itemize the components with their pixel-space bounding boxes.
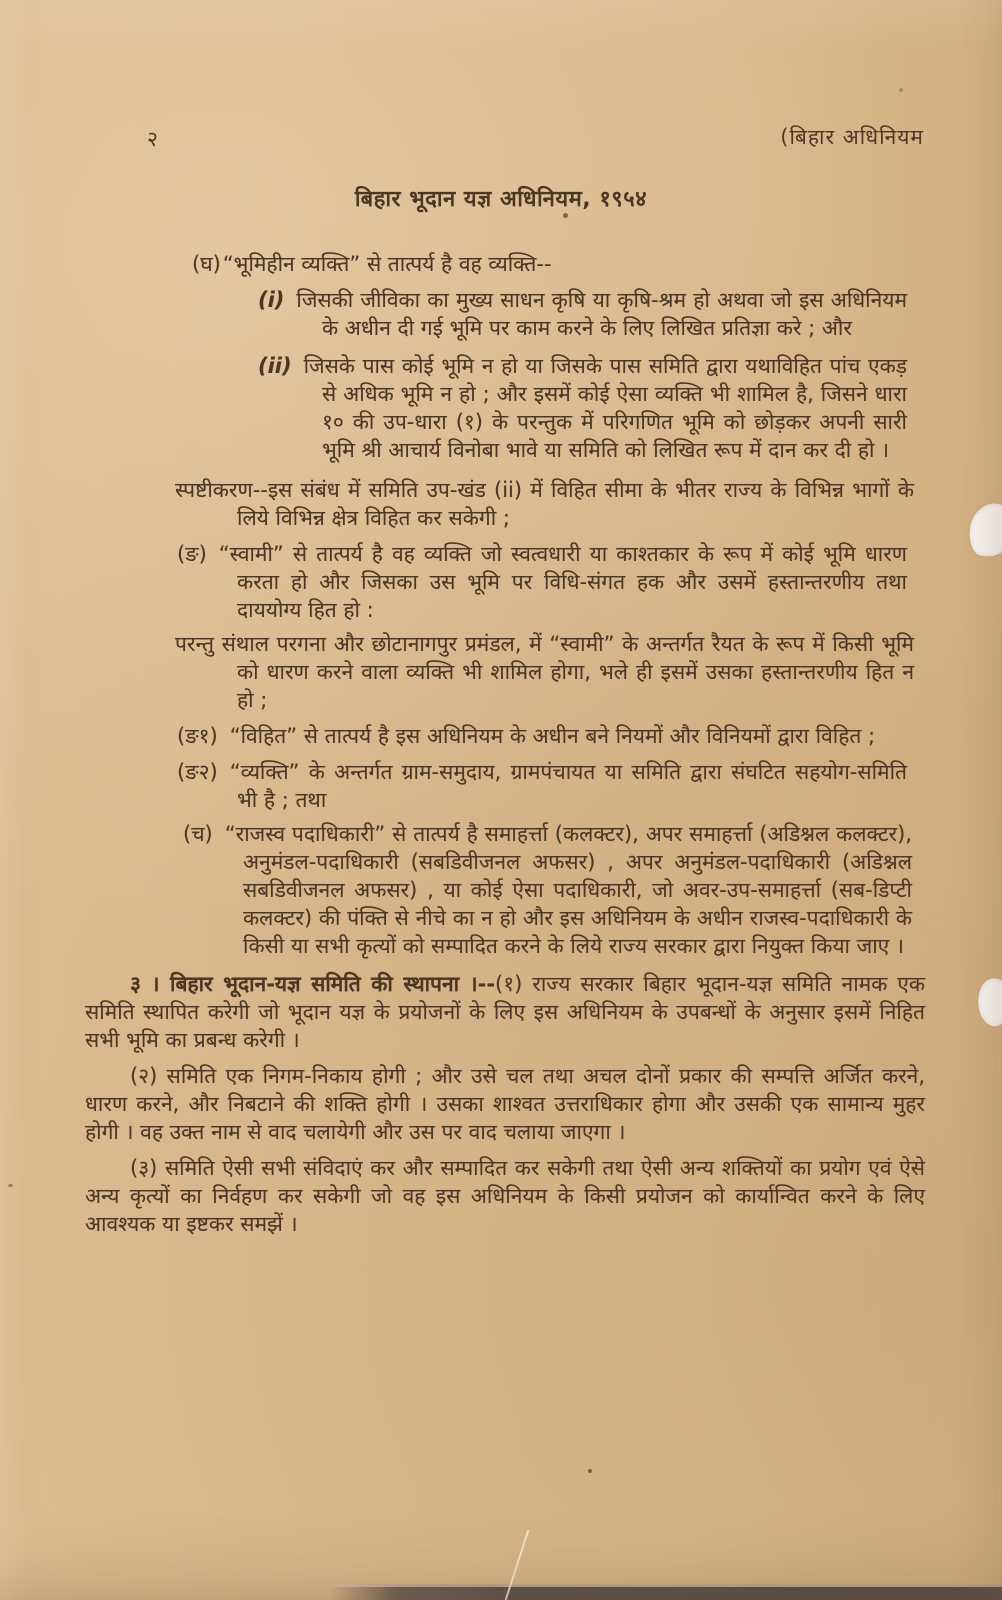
definition-clause-nga2 [0, 758, 907, 814]
ink-speck [563, 213, 568, 218]
explanation-para [0, 476, 914, 532]
clause-text: “भूमिहीन व्यक्ति” से तात्पर्य है वह व्यक्ति-- [222, 252, 552, 276]
section-3-para-2: (२) समिति एक निगम-निकाय होगी ; और उसे चल तथा अचल दोनों प्रकार की सम्पत्ति अर्जित करने, धारण करने, और निबटाने की शक्ति होगी । उसका शाश्वत उत्तराधिकार होगा और उसकी एक सामान्य मुहर होगी । वह उक्त नाम से वाद चलायेगी और उस पर वाद चलाया जाएगा । [85, 1064, 925, 1144]
clause-label: (ङ२) [177, 760, 218, 784]
definition-item-ii [0, 352, 907, 464]
item-text: जिसकी जीविका का मुख्य साधन कृषि या कृषि-श्रम हो अथवा जो इस अधिनियम के अधीन दी गई भूमि पर काम करने के लिए लिखित प्रतिज्ञा करे ; और [296, 288, 907, 340]
section-3-para-1 [85, 970, 925, 1054]
definition-clause-gha [192, 250, 907, 278]
clause-text: “राजस्व पदाधिकारी” से तात्पर्य है समाहर्त्ता (कलक्टर), अपर समाहर्त्ता (अडिश्नल कलक्टर), अनुमंडल-पदाधिकारी (सबडिवीजनल अफसर) , अपर अनुमंडल-पदाधिकारी (अडिश्नल सबडिवीजनल अफसर) , या कोई ऐसा पदाधिकारी, जो अवर-उप-समाहर्त्ता (सब-डिप्टी कलक्टर) की पंक्ति से नीचे का न हो और इस अधिनियम के अधीन राजस्व-पदाधिकारी के किसी या सभी कृत्यों को सम्पादित करने के लिये राज्य सरकार द्वारा नियुक्त किया जाए । [224, 822, 912, 958]
page-title: बिहार भूदान यज्ञ अधिनियम, १९५४ [354, 187, 648, 212]
item-label: (ii) [258, 354, 292, 378]
proviso-para: परन्तु संथाल परगना और छोटानागपुर प्रमंडल, में “स्वामी” के अन्तर्गत रैयत के रूप में किसी भूमि को धारण करने वाला व्यक्ति भी शामिल होगा, भले ही इसमें उसका हस्तान्तरणीय हित न हो ; [175, 632, 914, 712]
clause-label: (घ) [192, 252, 221, 276]
clause-text: “व्यक्ति” के अन्तर्गत ग्राम-समुदाय, ग्रामपंचायत या समिति द्वारा संघटित सहयोग-समिति भी है ; तथा [229, 760, 907, 812]
explanation-lead: स्पष्टीकरण-- [175, 478, 268, 502]
page-body [0, 240, 1002, 1238]
item-text: जिसके पास कोई भूमि न हो या जिसके पास समिति द्वारा यथाविहित पांच एकड़ से अधिक भूमि न हो ; और इसमें कोई ऐसा व्यक्ति भी शामिल है, जिसने धारा १० की उप-धारा (१) के परन्तुक में परिगणित भूमि को छोड़कर अपनी सारी भूमि श्री आचार्य विनोबा भावे या समिति को लिखित रूप में दान कर दी हो । [303, 354, 907, 462]
clause-label: (ङ) [177, 542, 207, 566]
clause-text: “विहित” से तात्पर्य है इस अधिनियम के अधीन बने नियमों और विनियमों द्वारा विहित ; [229, 724, 876, 748]
section-3-sub-1-text: (१) राज्य सरकार बिहार भूदान-यज्ञ समिति नामक एक समिति स्थापित करेगी जो भूदान यज्ञ के प्रयोजनों के लिए इस अधिनियम के उपबन्धों के अनुसार इसमें निहित सभी भूमि का प्रबन्ध करेगी । [85, 972, 925, 1052]
ink-speck [588, 1469, 592, 1473]
page-number: २ [147, 127, 158, 151]
clause-text: “स्वामी” से तात्पर्य है वह व्यक्ति जो स्वत्वधारी या काश्तकार के रूप में कोई भूमि धारण करता हो और जिसका उस भूमि पर विधि-संगत हक और उसमें हस्तान्तरणीय तथा दाययोग्य हित हो : [218, 542, 907, 622]
definition-clause-nga [0, 540, 907, 624]
ink-speck [899, 88, 903, 92]
definition-clause-nga1 [0, 722, 907, 750]
definition-item-i [0, 286, 907, 342]
explanation-text: इस संबंध में समिति उप-खंड (ii) में विहित सीमा के भीतर राज्य के विभिन्न भागों के लिये विभिन्न क्षेत्र विहित कर सकेगी ; [237, 478, 914, 530]
clause-label: (ङ१) [177, 724, 218, 748]
definition-clause-cha [0, 820, 912, 960]
clause-label: (च) [183, 822, 213, 846]
page-bottom-edge [330, 1584, 1002, 1600]
item-label: (i) [258, 288, 285, 312]
section-3-para-3: (३) समिति ऐसी सभी संविदाएं कर और सम्पादित कर सकेगी तथा ऐसी अन्य शक्तियों का प्रयोग एवं ऐसे अन्य कृत्यों का निर्वहण कर सकेगी जो वह इस अधिनियम के किसी प्रयोजन को कार्यान्वित करने के लिए आवश्यक या इष्टकर समझें । [85, 1156, 925, 1236]
ink-speck [8, 1184, 13, 1187]
section-3-heading: ३ । बिहार भूदान-यज्ञ समिति की स्थापना ।-- [130, 972, 496, 996]
running-header: (बिहार अधिनियम [780, 125, 924, 149]
